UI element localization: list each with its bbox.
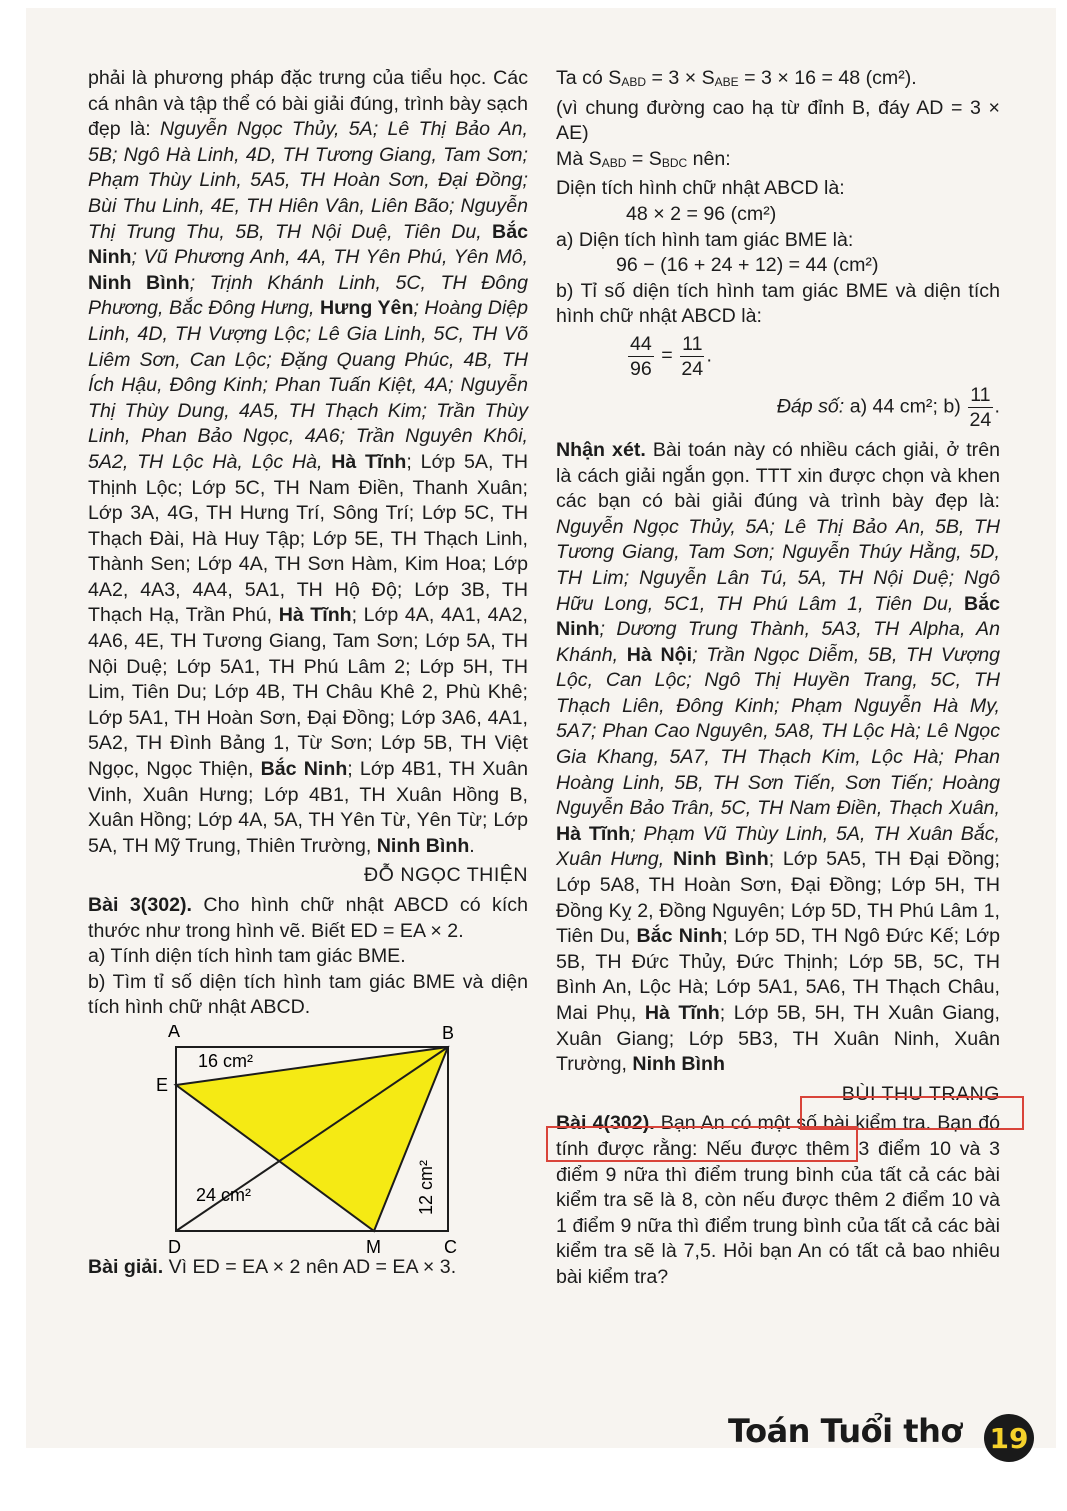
solution-line-4: Diện tích hình chữ nhật ABCD là: [556, 177, 845, 200]
solution-line-7: 96 − (16 + 24 + 12) = 44 (cm²) [616, 254, 879, 277]
left-column [88, 66, 528, 1281]
solution-line-8: b) Tỉ số diện tích hình tam giác BME và diện tích hình chữ nhật ABCD là: [556, 279, 1000, 328]
answer-line: Đáp số: a) 44 cm²; b) $\frac{11}{24}$ . [776, 383, 1000, 431]
solution-line-5: 48 × 2 = 96 (cm²) [626, 202, 777, 225]
page-margin [0, 1448, 1067, 1511]
label-b: B [442, 1024, 455, 1043]
problem-3-part-b: b) Tìm tỉ số diện tích hình tam giác BME và diện tích hình chữ nhật ABCD. [88, 970, 528, 1019]
page-number: 19 [984, 1414, 1034, 1462]
solution-line-3: Mà SABD = SBDC nên: [556, 147, 731, 170]
label-m: M [366, 1236, 381, 1255]
problem-3: Bài 3(302). Cho hình chữ nhật ABCD có kích thước như trong hình vẽ. Biết ED = EA × 2. [88, 894, 528, 942]
rectangle-figure [88, 1025, 528, 1255]
solution-line-6: a) Diện tích hình tam giác BME là: [556, 228, 854, 251]
label-c: C [444, 1236, 457, 1255]
area-12: 12 cm² [416, 1159, 436, 1215]
author-name: ĐỖ NGỌC THIỆN [364, 864, 528, 887]
answer-fraction: $\frac{11}{24}$ [969, 383, 992, 431]
area-16: 16 cm² [198, 1050, 254, 1071]
solution-line-2: (vì chung đường cao hạ từ đỉnh B, đáy AD = 3 × AE) [556, 96, 1000, 145]
fraction-44-96: $\frac{44}{96}$ [630, 332, 652, 380]
label-e: E [156, 1074, 169, 1095]
author-name-2: BÙI THU TRANG [841, 1082, 1000, 1105]
area-24: 24 cm² [196, 1184, 252, 1205]
label-a: A [168, 1024, 181, 1041]
ratio-fraction: $\frac{44}{96}$ = $\frac{11}{24}$ . [630, 332, 712, 380]
winners-paragraph: phải là phương pháp đặc trưng của tiểu học. Các cá nhân và tập thể có bài giải đúng, trình bày sạch đẹp là: Nguyễn Ngọc Thủy, 5A; Lê Thị Bảo An, 5B; Ngô Hà Linh, 4D, TH Tương Giang, Tam Sơn; Phạm Thùy Linh, 5A5, TH Hoàn Sơn, Đại Đồng; Bùi Thu Linh, 4E, TH Hiên Vân, Liên Bão; Nguyễn Thị Trung Thu, 5B, TH Nội Duệ, Tiên Du, Bắc Ninh; Vũ Phương Anh, 4A, TH Yên Phú, Yên Mô, Ninh Bình; Trịnh Khánh Linh, 5C, TH Đông Phương, Bắc Đông Hưng, Hưng Yên; Hoàng Diệp Linh, 4D, TH Vượng Lộc; Lê Gia Linh, 5C, TH Võ Liêm Sơn, Can Lộc; Đặng Quang Phúc, 4B, TH Ích Hậu, Đông Kinh; Phan Tuấn Kiệt, 4A; Nguyễn Thị Thùy Dung, 4A5, TH Thạch Kim; Trần Thùy Linh, Phan Bảo Ngọc, 4A6; Trần Nguyên Khôi, 5A2, TH Lộc Hà, Lộc Hà, Hà Tĩnh; Lớp 5A, TH Thịnh Lộc; Lớp 5C, TH Nam Điền, Thanh Xuân; Lớp 3A, 4G, TH Hưng Trí, Sông Trí; Lớp 5C, TH Thạch Đài, Hà Huy Tập; Lớp 5E, TH Thạch Linh, Thành Sen; Lớp 4A, TH Sơn Hàm, Kim Hoa; Lớp 4A2, 4A3, 4A4, 5A1, TH Hộ Độ; Lớp 3B, TH Thạch Hạ, Trần Phú, Hà Tĩnh; Lớp 4A, 4A1, 4A2, 4A6, 4E, TH Tương Giang, Tam Sơn; Lớp 5A, TH Nội Duệ; Lớp 5A1, TH Phú Lâm 2; Lớp 5H, TH Lim, Tiên Du; Lớp 4B, TH Châu Khê 2, Phù Khê; Lớp 5A1, TH Hoàn Sơn, Đại Đồng; Lớp 3A6, 4A1, 5A2, TH Đình Bảng 1, Từ Sơn; Lớp 5B, TH Việt Ngọc, Ngọc Thiện, Bắc Ninh; Lớp 4B1, TH Xuân Vinh, Xuân Hưng; Lớp 4B1, TH Xuân Hồng B, Xuân Hồng; Lớp 4A, 5A, TH Yên Từ, Yên Từ; Lớp 5A, TH Mỹ Trung, Thiên Trường, Ninh Bình. [88, 67, 528, 857]
problem-4: Bài 4(302). Bạn An có một số bài kiểm tra. Bạn đó tính được rằng: Nếu được thêm 3 điểm 10 và 3 điểm 9 nữa thì điểm trung bình của tất cả các bài kiểm tra sẽ là 8, còn nếu được thêm 2 điểm 10 và 1 điểm 9 nữa thì điểm trung bình của tất cả các bài kiểm tra sẽ là 7,5. Hỏi bạn An có tất cả bao nhiêu bài kiểm tra? [556, 1112, 1000, 1288]
label-d: D [168, 1236, 181, 1255]
solution-start: Bài giải. Vì ED = EA × 2 nên AD = EA × 3. [88, 1255, 457, 1278]
highlight-box-bottom [546, 1126, 858, 1162]
problem-3-part-a: a) Tính diện tích hình tam giác BME. [88, 945, 406, 968]
magazine-logo: Toán Tuổi thơ [728, 1412, 962, 1450]
geometry-diagram [88, 1025, 528, 1255]
solution-line-1: Ta có SABD = 3 × SABE = 3 × 16 = 48 (cm²). [556, 67, 917, 89]
highlight-box-top [800, 1096, 1024, 1130]
remark-paragraph: Nhận xét. Bài toán này có nhiều cách giải, ở trên là cách giải ngắn gọn. TTT xin được chọn và khen các bạn có bài giải đúng và trình bày đẹp là: Nguyễn Ngọc Thủy, 5A; Lê Thị Bảo An, 5B, TH Tương Giang, Tam Sơn; Nguyễn Thúy Hằng, 5D, TH Lim; Nguyễn Lân Tú, 5A, TH Nội Duệ; Ngô Hữu Long, 5C1, TH Phú Lâm 1, Tiên Du, Bắc Ninh; Dương Trung Thành, 5A3, TH Alpha, An Khánh, Hà Nội; Trần Ngọc Diễm, 5B, TH Vượng Lộc, Can Lộc; Ngô Thị Huyền Trang, 5C, TH Thạch Liên, Đông Kinh; Phạm Nguyễn Hà My, 5A7; Phan Cao Nguyên, 5A8, TH Lộc Hà; Lê Ngọc Gia Khang, 5A7, TH Thạch Kim, Lộc Hà; Phan Hoàng Linh, 5B, TH Sơn Tiến, Sơn Tiến; Hoàng Nguyễn Bảo Trân, 5C, TH Nam Điền, Thạch Xuân, Hà Tĩnh; Phạm Vũ Thùy Linh, 5A, TH Xuân Bắc, Xuân Hưng, Ninh Bình; Lớp 5A5, TH Đại Đồng; Lớp 5A8, TH Hoàn Sơn, Đại Đồng; Lớp 5H, TH Đồng Kỵ 2, Đồng Nguyên; Lớp 5D, TH Phú Lâm 1, Tiên Du, Bắc Ninh; Lớp 5D, TH Ngô Đức Kế; Lớp 5B, TH Đức Thủy, Đức Thịnh; Lớp 5B, 5C, TH Bình An, Lộc Hà; Lớp 5A1, 5A6, TH Thạch Châu, Mai Phụ, Hà Tĩnh; Lớp 5B, 5H, TH Xuân Giang, Xuân Giang; Lớp 5B3, TH Xuân Ninh, Xuân Trường, Ninh Bình [556, 438, 1000, 1076]
fraction-11-24: $\frac{11}{24}$ [681, 332, 704, 380]
